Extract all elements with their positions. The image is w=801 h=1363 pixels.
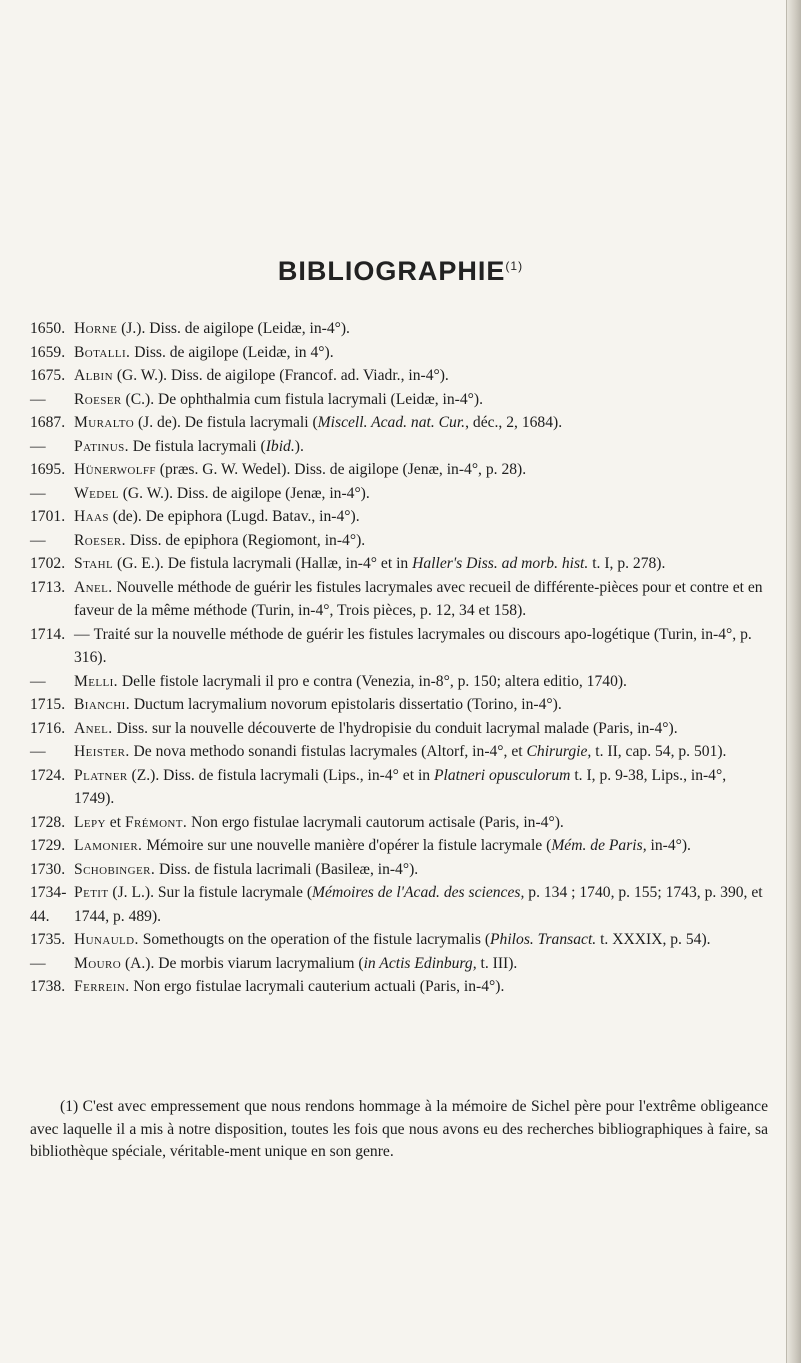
entry-text: Somethougts on the operation of the fistule lacrymalis ( bbox=[138, 931, 491, 948]
entry-text: Diss. de epiphora (Regiomont, in-4°). bbox=[125, 531, 366, 549]
entry-text: Delle fistole lacrymali il pro e contra (Venezia, in-8°, p. 150; altera editio, 1740). bbox=[118, 672, 627, 690]
entry-source-title: Mémoires de l'Acad. des sciences, bbox=[312, 884, 525, 901]
entry-text: t. I, p. 278). bbox=[588, 555, 666, 572]
entry-author: Platner bbox=[74, 766, 128, 784]
entry-year: — bbox=[30, 672, 46, 690]
entry-author: Horne bbox=[74, 320, 118, 337]
entry-author: Melli. bbox=[74, 672, 118, 690]
bibliography-entry bbox=[30, 717, 766, 741]
entry-text: Nouvelle méthode de guérir les fistules lacrymales avec recueil de différente-pièces pour et contre et en faveur de la même méthode (Turin, in-4°, Trois pièces, p. 12, 34 et 158). bbox=[74, 578, 763, 619]
entry-year: 1738. bbox=[30, 978, 66, 995]
entry-text: (Z.). Diss. de fistula lacrymali (Lips., in-4° et in bbox=[127, 766, 434, 784]
footnote-marker: (1) bbox=[60, 1098, 79, 1115]
entry-text: (J. L.). Sur la fistule lacrymale ( bbox=[108, 884, 313, 901]
entry-author: Anel. bbox=[74, 578, 113, 596]
entry-text: De fistula lacrymali ( bbox=[128, 437, 266, 455]
entry-text: (de). De epiphora (Lugd. Batav., in-4°). bbox=[108, 508, 360, 525]
entry-text: Diss. sur la nouvelle découverte de l'hydropisie du conduit lacrymal malade (Paris, in-4°). bbox=[112, 719, 678, 737]
entry-text: (A.). De morbis viarum lacrymalium ( bbox=[121, 954, 364, 972]
footnote bbox=[30, 1096, 768, 1164]
entry-text: (J. de). De fistula lacrymali ( bbox=[134, 414, 318, 431]
entry-source-title: Philos. Transact. bbox=[490, 931, 597, 948]
entry-year: 1659. bbox=[30, 343, 66, 361]
entry-text: t. III). bbox=[476, 954, 518, 972]
entry-text: Diss. de aigilope (Leidæ, in 4°). bbox=[130, 343, 334, 361]
entry-author: Roeser. bbox=[74, 531, 126, 549]
bibliography-entry bbox=[30, 576, 766, 623]
entry-text: (G. E.). De fistula lacrymali (Hallæ, in-4° et in bbox=[113, 555, 413, 572]
entry-text: De nova methodo sonandi fistulas lacrymales (Altorf, in-4°, et bbox=[129, 743, 527, 760]
entry-source-title: Mém. de Paris, bbox=[551, 837, 647, 854]
entry-text: , déc., 2, 1684). bbox=[465, 414, 563, 431]
entry-text: Mémoire sur une nouvelle manière d'opérer la fistule lacrymale ( bbox=[142, 837, 552, 854]
entry-year: — bbox=[30, 531, 46, 549]
entry-source-title: Ibid. bbox=[265, 437, 295, 455]
entry-year: 1687. bbox=[30, 414, 66, 431]
entry-year: 1701. bbox=[30, 508, 66, 525]
entry-author: Schobinger. bbox=[74, 860, 156, 878]
entry-text: Diss. de fistula lacrimali (Basileæ, in-4°). bbox=[155, 860, 419, 878]
entry-author: Patinus. bbox=[74, 437, 129, 455]
entry-year: 1724. bbox=[30, 766, 66, 784]
entry-author: Hunauld. bbox=[74, 931, 139, 948]
entry-year: 1714. bbox=[30, 625, 66, 643]
bibliography-entry bbox=[30, 364, 766, 388]
bibliography-entry bbox=[30, 552, 766, 576]
entry-author: — bbox=[74, 625, 90, 643]
entry-author: Muralto bbox=[74, 414, 135, 431]
bibliography-entry bbox=[30, 858, 766, 882]
bibliography-entry bbox=[30, 693, 766, 717]
entry-author: Stahl bbox=[74, 555, 114, 572]
entry-source-title: Miscell. Acad. nat. Cur. bbox=[317, 414, 466, 431]
entry-text: t. XXXIX, p. 54). bbox=[596, 931, 711, 948]
entry-year: 1716. bbox=[30, 719, 66, 737]
entry-author: Anel. bbox=[74, 719, 113, 737]
page-title bbox=[0, 256, 801, 287]
entry-text: t. I, p. 9-38, Lips., in-4°, 1749). bbox=[74, 766, 727, 807]
entry-year: 1734-44. bbox=[30, 884, 67, 925]
entry-text: (J.). Diss. de aigilope (Leidæ, in-4°). bbox=[117, 320, 350, 337]
entry-source-title: Platneri opusculorum bbox=[434, 766, 571, 784]
footnote-text: C'est avec empressement que nous rendons hommage à la mémoire de Sichel père pour l'extrême obligeance avec laquelle il a mis à notre disposition, toutes les fois que nous avons eu des recherches bibliographiques à faire, sa bibliothèque spéciale, véritable-ment unique en son genre. bbox=[30, 1098, 768, 1160]
title-text: BIBLIOGRAPHIE bbox=[277, 256, 506, 286]
entry-author: Haas bbox=[74, 508, 109, 525]
entry-text: (G. W.). Diss. de aigilope (Jenæ, in-4°). bbox=[118, 484, 370, 502]
bibliography-list bbox=[30, 317, 766, 999]
page-edge bbox=[786, 0, 801, 1363]
title-footnote-marker: (1) bbox=[505, 259, 524, 273]
bibliography-entry bbox=[30, 317, 766, 341]
entry-year: 1728. bbox=[30, 813, 66, 831]
entry-text: et bbox=[105, 813, 125, 831]
entry-author: Ferrein. bbox=[74, 978, 130, 995]
bibliography-entry bbox=[30, 623, 766, 670]
entry-year: 1695. bbox=[30, 461, 66, 478]
entry-author: Botalli. bbox=[74, 343, 131, 361]
bibliography-entry bbox=[30, 341, 766, 365]
entry-year: 1730. bbox=[30, 860, 66, 878]
entry-text: Ductum lacrymalium novorum epistolaris dissertatio (Torino, in-4°). bbox=[130, 696, 562, 713]
bibliography-entry bbox=[30, 881, 766, 928]
entry-year: 1702. bbox=[30, 555, 66, 572]
entry-author: Lepy bbox=[74, 813, 106, 831]
entry-author: Frémont. bbox=[124, 813, 188, 831]
bibliography-entry bbox=[30, 834, 766, 858]
entry-author: Roeser bbox=[74, 390, 122, 408]
entry-year: — bbox=[30, 484, 46, 502]
entry-text: in-4°). bbox=[646, 837, 691, 854]
bibliography-entry bbox=[30, 458, 766, 482]
entry-text: p. 134 ; 1740, p. 155; 1743, p. 390, et 1744, p. 489). bbox=[74, 884, 763, 925]
bibliography-entry bbox=[30, 529, 766, 553]
bibliography-entry bbox=[30, 764, 766, 811]
entry-year: 1735. bbox=[30, 931, 66, 948]
entry-text: (C.). De ophthalmia cum fistula lacrymali (Leidæ, in-4°). bbox=[121, 390, 483, 408]
bibliography-entry bbox=[30, 975, 766, 999]
entry-year: 1713. bbox=[30, 578, 66, 596]
entry-year: — bbox=[30, 390, 46, 408]
bibliography-entry bbox=[30, 505, 766, 529]
entry-year: 1715. bbox=[30, 696, 66, 713]
entry-text: t. II, cap. 54, p. 501). bbox=[591, 743, 727, 760]
entry-source-title: Haller's Diss. ad morb. hist. bbox=[412, 555, 589, 572]
entry-text: (G. W.). Diss. de aigilope (Francof. ad. Viadr., in-4°). bbox=[112, 367, 449, 384]
entry-year: — bbox=[30, 437, 46, 455]
bibliography-entry bbox=[30, 952, 766, 976]
entry-year: 1650. bbox=[30, 320, 66, 337]
bibliography-entry bbox=[30, 928, 766, 952]
entry-text: Non ergo fistulae lacrymali cauterium actuali (Paris, in-4°). bbox=[129, 978, 505, 995]
entry-author: Mouro bbox=[74, 954, 122, 972]
bibliography-entry bbox=[30, 482, 766, 506]
bibliography-entry bbox=[30, 435, 766, 459]
entry-text: Non ergo fistulae lacrymali cautorum actisale (Paris, in-4°). bbox=[187, 813, 564, 831]
bibliography-entry bbox=[30, 811, 766, 835]
entry-text: (præs. G. W. Wedel). Diss. de aigilope (Jenæ, in-4°, p. 28). bbox=[155, 461, 527, 478]
bibliography-entry bbox=[30, 411, 766, 435]
bibliography-entry bbox=[30, 388, 766, 412]
entry-text: ). bbox=[294, 437, 304, 455]
entry-author: Hünerwolff bbox=[74, 461, 156, 478]
entry-author: Petit bbox=[74, 884, 109, 901]
entry-author: Wedel bbox=[74, 484, 119, 502]
entry-author: Bianchi. bbox=[74, 696, 130, 713]
entry-author: Heister. bbox=[74, 743, 130, 760]
entry-text: Traité sur la nouvelle méthode de guérir les fistules lacrymales ou discours apo-logétique (Turin, in-4°, p. 316). bbox=[74, 625, 752, 666]
entry-source-title: Chirurgie, bbox=[526, 743, 592, 760]
entry-year: 1729. bbox=[30, 837, 66, 854]
entry-source-title: in Actis Edinburg, bbox=[363, 954, 477, 972]
entry-author: Albin bbox=[74, 367, 113, 384]
bibliography-entry bbox=[30, 740, 766, 764]
entry-year: — bbox=[30, 743, 46, 760]
entry-year: — bbox=[30, 954, 46, 972]
entry-author: Lamonier. bbox=[74, 837, 143, 854]
bibliography-entry bbox=[30, 670, 766, 694]
entry-year: 1675. bbox=[30, 367, 66, 384]
